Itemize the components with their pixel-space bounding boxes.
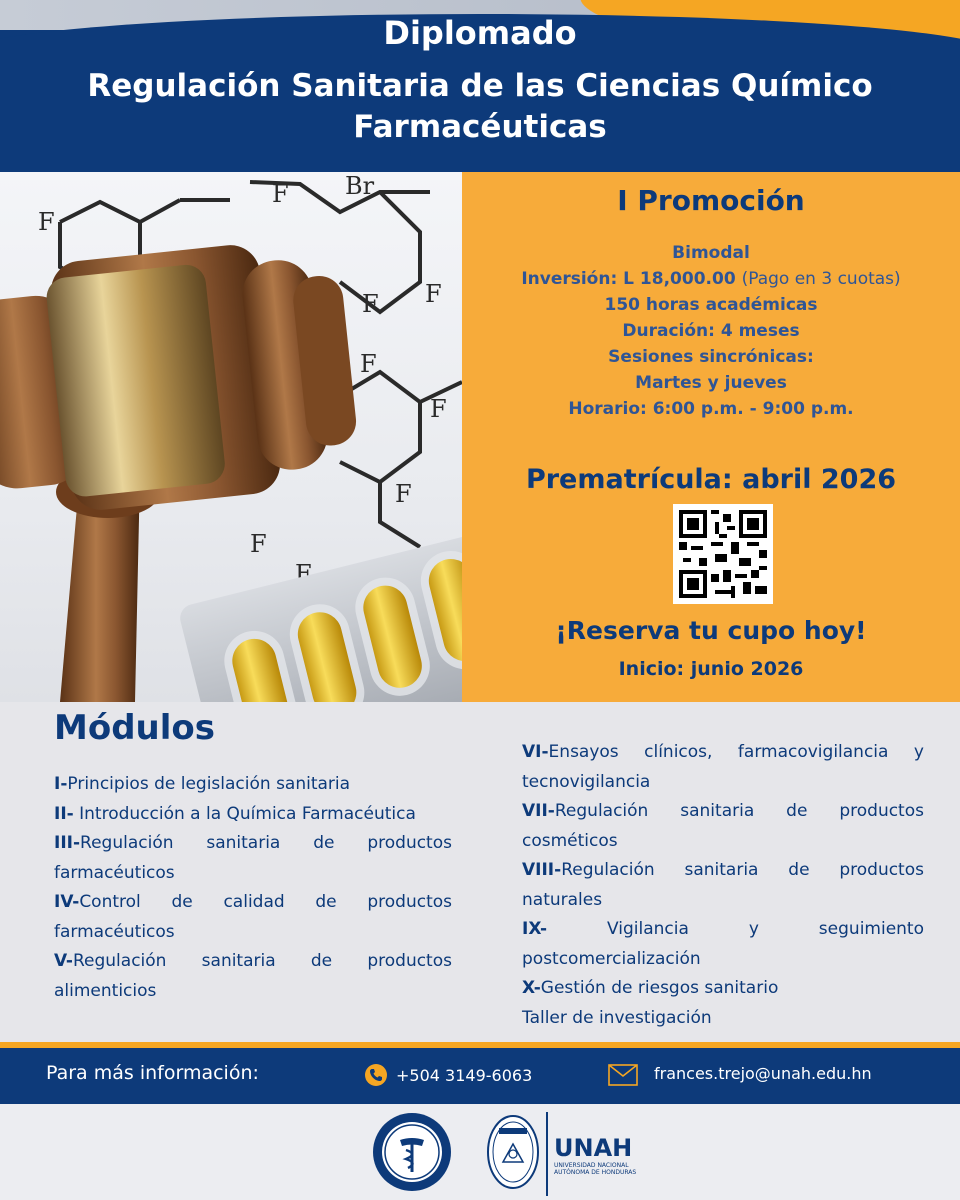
module-number: VII- bbox=[522, 801, 555, 821]
logo-divider bbox=[546, 1112, 548, 1196]
formula-label: Br bbox=[345, 172, 375, 200]
modality-text: Bimodal bbox=[672, 243, 750, 263]
page-subtitle: Regulación Sanitaria de las Ciencias Químico Farmacéuticas bbox=[87, 68, 873, 145]
module-text: Regulación sanitaria de productos naturales bbox=[522, 860, 924, 910]
list-item bbox=[54, 800, 452, 830]
module-number: IX- bbox=[522, 919, 548, 939]
mail-icon bbox=[608, 1064, 638, 1086]
formula-label: F bbox=[425, 280, 442, 308]
unah-wordmark: UNAH bbox=[554, 1134, 633, 1162]
investment-amount: Inversión: L 18,000.00 bbox=[521, 269, 736, 289]
reserve-cta: ¡Reserva tu cupo hoy! bbox=[555, 616, 867, 645]
days-text: Martes y jueves bbox=[635, 373, 787, 393]
list-item bbox=[522, 915, 924, 974]
email-link[interactable]: frances.trejo@unah.edu.hn bbox=[654, 1064, 872, 1083]
contact-label: Para más información: bbox=[46, 1062, 259, 1084]
list-item bbox=[54, 888, 452, 947]
formula-label: F bbox=[250, 530, 267, 558]
gavel-illustration bbox=[0, 172, 462, 702]
schedule-text: Horario: 6:00 p.m. - 9:00 p.m. bbox=[568, 399, 854, 419]
module-number: IV- bbox=[54, 892, 80, 912]
sessions-text: Sesiones sincrónicas: bbox=[608, 347, 814, 367]
module-number: V- bbox=[54, 951, 73, 971]
header-banner bbox=[0, 0, 960, 172]
unah-seal-logo bbox=[487, 1114, 539, 1190]
faculty-seal-logo bbox=[372, 1112, 452, 1192]
page-title: Diplomado bbox=[383, 14, 577, 52]
formula-label: F bbox=[362, 290, 379, 318]
module-text: Introducción a la Química Farmacéutica bbox=[73, 803, 416, 824]
phone-link[interactable]: +504 3149-6063 bbox=[396, 1066, 533, 1085]
list-item bbox=[54, 770, 452, 800]
course-details bbox=[462, 240, 960, 422]
module-text: Control de calidad de productos farmacéuticos bbox=[54, 892, 452, 942]
formula-label: F bbox=[360, 350, 377, 378]
list-item bbox=[54, 947, 452, 1006]
gavel-pills-photo bbox=[0, 172, 462, 702]
contact-bar bbox=[0, 1048, 960, 1104]
module-text: Regulación sanitaria de productos cosméticos bbox=[522, 801, 924, 851]
module-text: Vigilancia y seguimiento postcomercialización bbox=[522, 919, 924, 969]
qr-code[interactable] bbox=[673, 504, 773, 604]
modules-list-left bbox=[54, 770, 452, 1006]
module-number: II- bbox=[54, 803, 74, 824]
course-info-panel bbox=[462, 172, 960, 702]
list-item bbox=[522, 738, 924, 797]
list-item bbox=[54, 829, 452, 888]
unah-subtitle: UNIVERSIDAD NACIONAL AUTÓNOMA DE HONDURAS bbox=[554, 1162, 637, 1176]
module-number: VI- bbox=[522, 742, 549, 762]
blister-pack bbox=[177, 531, 462, 702]
formula-label: F bbox=[295, 560, 312, 588]
phone-icon bbox=[365, 1064, 387, 1086]
promotion-heading: I Promoción bbox=[617, 184, 805, 217]
module-number: I- bbox=[54, 774, 68, 794]
modules-title: Módulos bbox=[54, 708, 215, 748]
list-item bbox=[522, 974, 924, 1004]
start-date: Inicio: junio 2026 bbox=[618, 658, 804, 680]
qr-code-icon bbox=[679, 510, 767, 598]
module-number: VIII- bbox=[522, 860, 562, 880]
investment-line bbox=[462, 266, 960, 292]
list-item bbox=[522, 797, 924, 856]
formula-label: F bbox=[38, 208, 55, 236]
formula-label: F bbox=[430, 395, 447, 423]
list-item bbox=[522, 856, 924, 915]
formula-label: F bbox=[395, 480, 412, 508]
duration-text: Duración: 4 meses bbox=[622, 321, 800, 341]
list-item bbox=[522, 1004, 924, 1034]
module-text: Principios de legislación sanitaria bbox=[67, 774, 351, 794]
module-text: Taller de investigación bbox=[522, 1007, 712, 1028]
module-text: Ensayos clínicos, farmacovigilancia y tecnovigilancia bbox=[522, 742, 924, 792]
formula-label: F bbox=[272, 180, 289, 208]
module-text: Gestión de riesgos sanitario bbox=[540, 978, 779, 998]
module-text: Regulación sanitaria de productos alimenticios bbox=[54, 951, 452, 1001]
investment-note: (Pago en 3 cuotas) bbox=[741, 269, 901, 289]
module-text: Regulación sanitaria de productos farmacéuticos bbox=[54, 833, 452, 883]
prematricula-heading: Prematrícula: abril 2026 bbox=[525, 464, 897, 495]
module-number: III- bbox=[54, 833, 81, 853]
module-number: X- bbox=[522, 978, 541, 998]
logos-strip bbox=[0, 1104, 960, 1200]
modules-list-right bbox=[522, 738, 924, 1033]
hours-text: 150 horas académicas bbox=[604, 295, 818, 315]
